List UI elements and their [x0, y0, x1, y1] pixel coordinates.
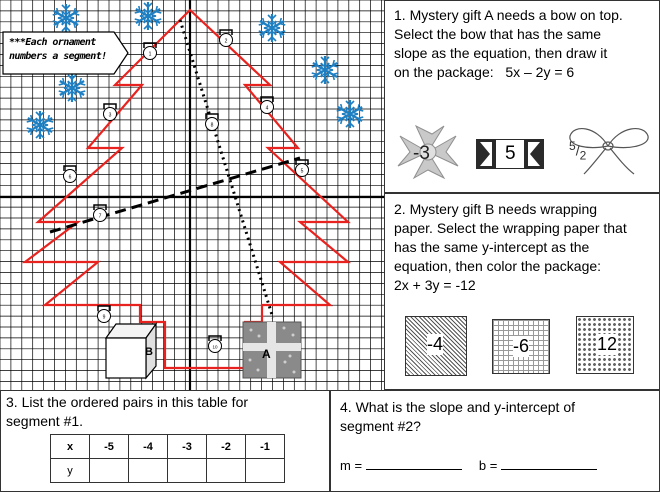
ornament-3 — [104, 104, 117, 121]
ornament-10 — [209, 336, 222, 353]
svg-text:10: 10 — [212, 344, 218, 350]
svg-text:3: 3 — [108, 112, 112, 119]
question-1-equation: 5x – 2y = 6 — [505, 64, 575, 80]
table-header-x: x — [51, 435, 90, 459]
note-text: ***Each ornament numbers a segment! — [9, 37, 107, 62]
snowflake-icon — [311, 56, 339, 84]
svg-text:6: 6 — [68, 174, 72, 181]
bow-option-1-label: -3 — [413, 143, 430, 164]
answer-line — [340, 457, 656, 474]
question-2-equation: 2x + 3y = -12 — [394, 277, 476, 293]
table-row — [51, 459, 285, 483]
bow-option-2-label: 5 — [505, 143, 516, 164]
svg-text:2: 2 — [224, 38, 228, 45]
slope-blank[interactable] — [366, 457, 462, 470]
table-cell: -4 — [129, 435, 168, 459]
gift-a-label: A — [262, 347, 271, 361]
paper-option-3-label: 12 — [597, 334, 618, 354]
table-cell: -1 — [246, 435, 285, 459]
slope-label: m = — [340, 458, 366, 473]
svg-text:7: 7 — [98, 213, 102, 220]
table-cell: -3 — [168, 435, 207, 459]
table-header-y: y — [51, 459, 90, 483]
ornament-9 — [98, 306, 111, 323]
paper-option-2-label: -6 — [513, 336, 530, 356]
ornament-7 — [296, 160, 309, 177]
svg-text:8: 8 — [210, 122, 214, 129]
ornament-4 — [261, 97, 274, 114]
svg-text:9: 9 — [102, 314, 106, 321]
snowflake-icon — [26, 111, 54, 139]
svg-text:5: 5 — [300, 168, 304, 175]
snowflake-icon — [52, 4, 80, 32]
ordered-pairs-table — [50, 434, 285, 483]
bow-option-3-label: $^5/_2$ — [569, 139, 587, 163]
svg-text:4: 4 — [265, 105, 269, 112]
svg-text:1: 1 — [148, 51, 152, 58]
table-input-cell[interactable] — [90, 459, 129, 483]
question-1-text: 1. Mystery gift A needs a bow on top. Select the bow that has the same slope as the equation, then draw it on the package: 5x – 2y = 6 — [394, 7, 623, 80]
question-4-text: 4. What is the slope and y-intercept of segment #2? — [340, 399, 576, 434]
intercept-blank[interactable] — [501, 457, 597, 470]
intercept-label: b = — [478, 458, 501, 473]
table-cell: -2 — [207, 435, 246, 459]
snowflake-icon — [258, 14, 286, 42]
paper-option-1-label: -4 — [427, 334, 444, 354]
ornament-8 — [94, 205, 107, 222]
table-input-cell[interactable] — [168, 459, 207, 483]
table-row — [51, 435, 285, 459]
segment-dotted — [180, 20, 273, 318]
snowflake-icon — [134, 2, 162, 30]
table-input-cell[interactable] — [207, 459, 246, 483]
gift-b-label: B — [145, 346, 153, 358]
question-3-text: 3. List the ordered pairs in this table for segment #1. — [6, 394, 249, 429]
gift-a-box — [243, 322, 301, 378]
table-cell: -5 — [90, 435, 129, 459]
table-input-cell[interactable] — [129, 459, 168, 483]
table-input-cell[interactable] — [246, 459, 285, 483]
question-2-text: 2. Mystery gift B needs wrapping paper. Select the wrapping paper that has the same y-intercept as the equation, then color the package: 2x + 3y = -12 — [394, 200, 656, 295]
